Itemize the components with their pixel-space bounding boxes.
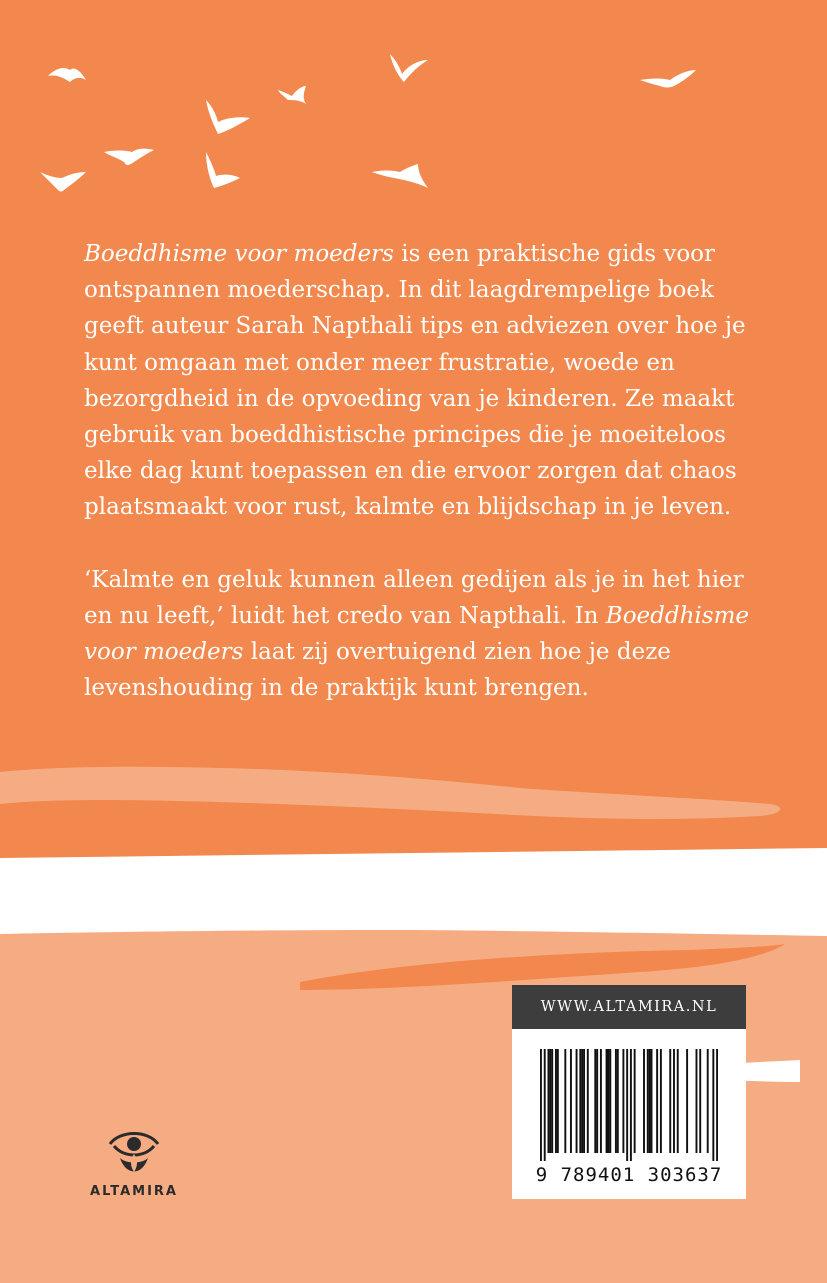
barcode-bar — [583, 1049, 585, 1153]
isbn-digits: 9 789401 303637 — [535, 1164, 723, 1186]
bird-icon — [206, 100, 250, 134]
bird-icon — [390, 54, 428, 82]
blurb-paragraph-2 — [84, 562, 764, 707]
flock-of-birds — [40, 54, 696, 192]
barcode-bar — [634, 1049, 636, 1153]
barcode-bar — [579, 1049, 581, 1153]
barcode-bar — [622, 1049, 624, 1153]
barcode-bar — [551, 1049, 553, 1153]
barcode — [540, 1049, 718, 1161]
bird-icon — [40, 172, 86, 192]
book-title-italic: Boeddhisme voor moeders — [84, 241, 394, 267]
barcode-bar — [555, 1049, 557, 1153]
barcode-bar — [606, 1049, 608, 1153]
peach-streak-top — [0, 767, 780, 819]
barcode-bar — [576, 1049, 578, 1153]
barcode-bar — [660, 1049, 662, 1153]
barcode-bar — [630, 1049, 632, 1161]
bird-icon — [48, 68, 86, 82]
barcode-bar — [626, 1049, 628, 1161]
blurb-quote: ‘Kalmte en geluk kunnen alleen gedijen als je in het hier en nu leeft,’ luidt het credo van Napthali. In — [84, 566, 744, 629]
barcode-bar — [669, 1049, 671, 1153]
barcode-bar — [544, 1049, 546, 1161]
bird-icon — [206, 152, 240, 188]
barcode-bar — [656, 1049, 658, 1153]
barcode-bar — [587, 1049, 589, 1153]
bird-icon — [278, 86, 306, 104]
barcode-bar — [651, 1049, 653, 1153]
barcode-bar — [540, 1049, 542, 1161]
bird-icon — [104, 149, 154, 165]
barcode-bar — [647, 1049, 649, 1153]
barcode-bar — [596, 1049, 598, 1153]
barcode-bar — [617, 1049, 619, 1153]
bird-icon — [372, 164, 428, 188]
barcode-bar — [600, 1049, 602, 1153]
barcode-bar — [716, 1049, 718, 1161]
publisher-name: ALTAMIRA — [90, 1184, 178, 1199]
white-river-band — [0, 848, 827, 936]
blurb-text: is een praktische gids voor ontspannen moederschap. In dit laagdrempelige boek geeft auteur Sarah Napthali tips en adviezen over hoe je kunt omgaan met onder meer frustratie, woede en bezorgdheid in de opvoeding van je kinderen. Ze maakt gebruik van boeddhistische principes die je moeiteloos elke dag kunt toepassen en die ervoor zorgen dat chaos plaatsmaakt voor rust, kalmte en blijdschap in je leven. — [84, 241, 746, 521]
barcode-bar — [594, 1049, 596, 1153]
barcode-bar — [607, 1049, 609, 1153]
barcode-bar — [581, 1049, 583, 1153]
bird-icon — [640, 70, 696, 88]
barcode-bar — [549, 1049, 551, 1153]
book-title-italic: Boeddhisme voor moeders — [84, 602, 749, 666]
blurb-paragraph-1 — [84, 236, 764, 526]
barcode-bar — [615, 1049, 617, 1153]
barcode-bar — [649, 1049, 651, 1153]
barcode-bar — [696, 1049, 698, 1153]
barcode-bar — [686, 1049, 688, 1153]
website-label: WWW.ALTAMIRA.NL — [512, 985, 746, 1029]
barcode-bar — [673, 1049, 675, 1153]
barcode-bar — [609, 1049, 611, 1153]
barcode-bar — [564, 1049, 566, 1153]
blurb — [84, 236, 764, 706]
barcode-bar — [570, 1049, 572, 1153]
blurb-text: laat zij overtuigend zien hoe je deze levenshouding in de praktijk kunt brengen. — [84, 639, 671, 702]
barcode-bar — [677, 1049, 679, 1153]
publisher-logo — [86, 1118, 182, 1199]
eye-lotus-logo-icon — [104, 1118, 164, 1178]
barcode-bar — [557, 1049, 559, 1153]
barcode-bar — [699, 1049, 701, 1153]
barcode-bar — [707, 1049, 709, 1153]
barcode-bar — [643, 1049, 645, 1153]
barcode-bar — [547, 1049, 549, 1153]
barcode-bar — [712, 1049, 714, 1161]
barcode-panel — [512, 1029, 746, 1199]
